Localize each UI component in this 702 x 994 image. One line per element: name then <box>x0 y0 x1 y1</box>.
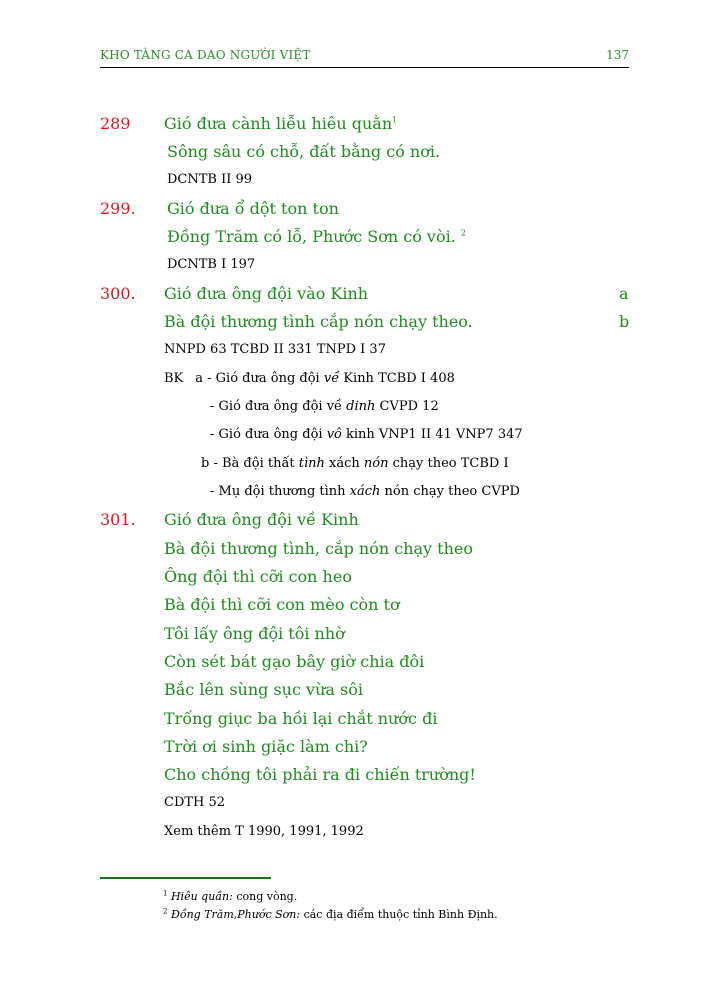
line-mark: a <box>619 284 629 303</box>
footnote-divider <box>100 877 271 879</box>
verse-line: Bà đội thương tình cắp nón chạy theo. <box>164 312 473 331</box>
variant-line: b - Bà đội thất tình xách nón chạy theo TCBD I <box>201 456 509 471</box>
verse-line: Bà đội thì cỡi con mèo còn tơ <box>164 595 400 614</box>
verse-line: Trống giục ba hồi lại chắt nước đi <box>164 709 438 728</box>
book-title: KHO TÀNG CA DAO NGƯỜI VIỆT <box>100 48 311 62</box>
verse-line: Gió đưa ông đội vào Kinh <box>164 284 369 303</box>
footnote-ref[interactable]: 1 <box>392 115 398 125</box>
source-citation: DCNTB I 197 <box>167 257 256 272</box>
verse-line: Còn sét bát gạo bây giờ chia đôi <box>164 652 425 671</box>
entry-number: 289 <box>100 114 131 133</box>
bk-label: BK <box>164 371 184 386</box>
entry-number: 299. <box>100 199 136 218</box>
verse-line: Bà đội thương tình, cắp nón chạy theo <box>164 539 474 558</box>
verse-line: Trời ơi sinh giặc làm chi? <box>164 737 368 756</box>
verse-line: Gió đưa ổ dột ton ton <box>167 199 339 218</box>
footnote: $^2$ Đồng Trăm,Phước Sơn: các địa điểm thuộc tỉnh Bình Định. <box>163 907 498 921</box>
entry-number: 301. <box>100 510 136 529</box>
entry-number: 300. <box>100 284 136 303</box>
source-citation: CDTH 52 <box>164 795 226 810</box>
verse-line: Tôi lấy ông đội tôi nhờ <box>164 624 345 643</box>
variant-line: - Gió đưa ông đội vô kinh VNP1 II 41 VNP7 347 <box>210 427 523 442</box>
verse-line: Bắc lên sùng sục vừa sôi <box>164 680 363 699</box>
see-also: Xem thêm T 1990, 1991, 1992 <box>164 824 364 839</box>
verse-line: Cho chồng tôi phải ra đi chiến trường! <box>164 765 476 784</box>
verse-line: Gió đưa cành liễu hiêu quằn$^1$ <box>164 114 398 133</box>
footnote: $^1$ Hiêu quần: cong vòng. <box>163 889 298 903</box>
verse-line: Gió đưa ông đội về Kinh <box>164 510 359 529</box>
footnote-ref[interactable]: 2 <box>460 228 466 238</box>
line-mark: b <box>619 312 630 331</box>
verse-line: Sông sâu có chỗ, đất bằng có nơi. <box>167 142 441 161</box>
variant-line: BK a - Gió đưa ông đội về Kinh TCBD I 408 <box>164 371 455 386</box>
variant-line: - Mụ đội thương tình xách nón chạy theo CVPD <box>210 484 520 499</box>
variant-line: - Gió đưa ông đội về dinh CVPD 12 <box>210 399 439 414</box>
running-header <box>100 48 629 68</box>
verse-line: Đồng Trăm có lỗ, Phước Sơn có vòi. $^2$ <box>167 227 466 246</box>
page-number: 137 <box>606 48 629 62</box>
verse-line: Ông đội thì cỡi con heo <box>164 567 352 586</box>
source-citation: NNPD 63 TCBD II 331 TNPD I 37 <box>164 342 386 357</box>
source-citation: DCNTB II 99 <box>167 172 253 187</box>
